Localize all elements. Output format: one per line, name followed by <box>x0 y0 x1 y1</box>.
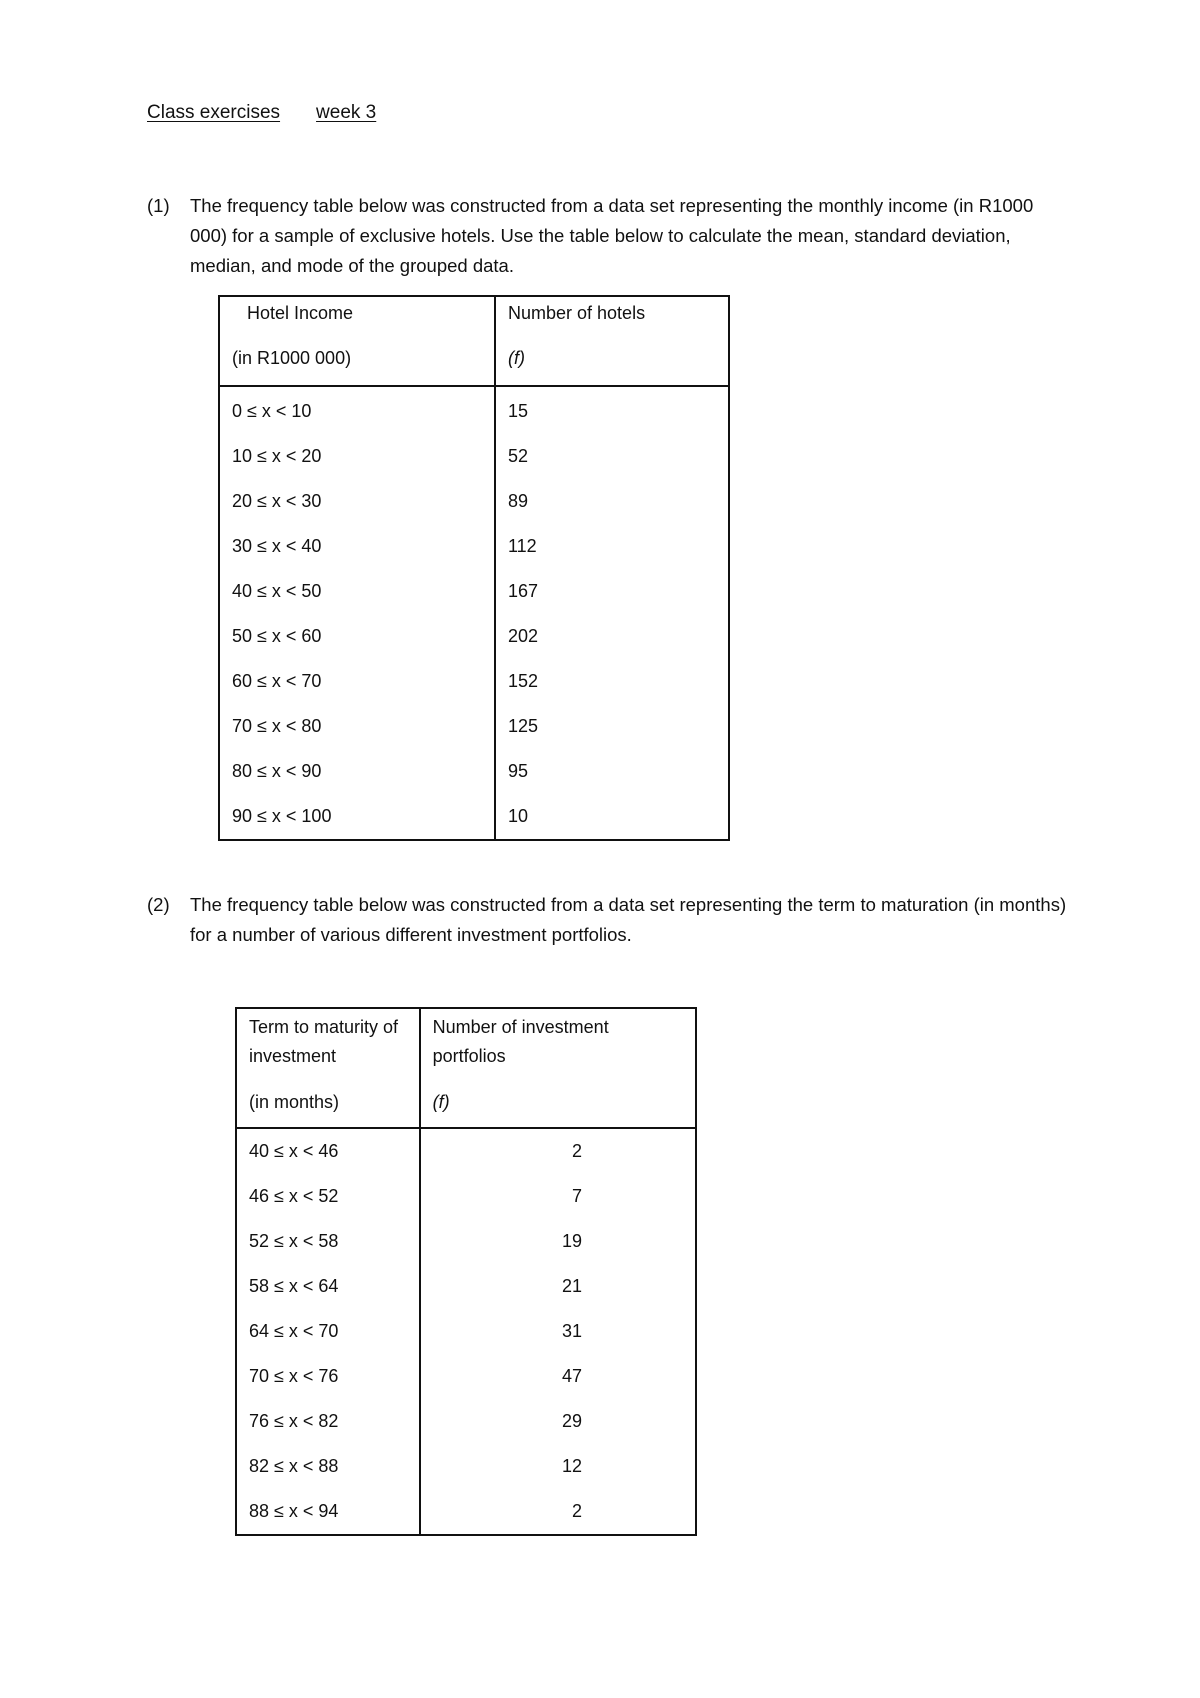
table-row <box>236 1174 696 1219</box>
table-row <box>219 794 729 840</box>
table-row <box>219 659 729 704</box>
interval-cell: 10 ≤ x < 20 <box>219 434 495 479</box>
header-term-line2: investment <box>249 1046 337 1066</box>
table-row <box>219 569 729 614</box>
heading-title: Class exercises <box>147 102 281 123</box>
frequency-cell: 47 <box>420 1354 696 1399</box>
table-row <box>236 1128 696 1174</box>
table-row <box>219 479 729 524</box>
question-2-text: The frequency table below was constructed from a data set representing the term to maturation (in months) for a number of various different investment portfolios. <box>190 894 1067 945</box>
header-income-label: Hotel Income <box>247 303 354 323</box>
header-hotels-symbol: (f) <box>508 348 525 368</box>
header-term-line1: Term to maturity of <box>249 1017 399 1037</box>
interval-cell: 80 ≤ x < 90 <box>219 749 495 794</box>
header-term-unit: (in months) <box>249 1092 340 1112</box>
interval-cell: 20 ≤ x < 30 <box>219 479 495 524</box>
interval-cell: 88 ≤ x < 94 <box>236 1489 420 1535</box>
table-row <box>236 1219 696 1264</box>
header-cell-portfolios <box>420 1008 696 1128</box>
frequency-cell: 52 <box>495 434 729 479</box>
header-cell-hotels <box>495 296 729 386</box>
table-row <box>236 1354 696 1399</box>
header-cell-term <box>236 1008 420 1128</box>
interval-cell: 46 ≤ x < 52 <box>236 1174 420 1219</box>
table-row <box>219 749 729 794</box>
page-heading <box>147 102 376 124</box>
question-1-number: (1) <box>147 195 170 216</box>
header-cell-income <box>219 296 495 386</box>
table-row <box>219 386 729 434</box>
interval-cell: 58 ≤ x < 64 <box>236 1264 420 1309</box>
table-row <box>219 704 729 749</box>
header-portfolios-line1: Number of investment <box>432 1017 609 1037</box>
frequency-cell: 12 <box>420 1444 696 1489</box>
investment-term-table <box>235 1007 697 1536</box>
interval-cell: 64 ≤ x < 70 <box>236 1309 420 1354</box>
heading-week: week 3 <box>316 102 377 123</box>
table-row <box>236 1489 696 1535</box>
frequency-cell: 89 <box>495 479 729 524</box>
question-1-text: The frequency table below was constructed from a data set representing the monthly income (in R1000 000) for a sample of exclusive hotels. Use the table below to calculate the mean, standard deviation, median, and mode of the grouped data. <box>190 195 1034 276</box>
question-2-number: (2) <box>147 894 170 915</box>
interval-cell: 40 ≤ x < 50 <box>219 569 495 614</box>
frequency-cell: 7 <box>420 1174 696 1219</box>
interval-cell: 70 ≤ x < 80 <box>219 704 495 749</box>
frequency-cell: 2 <box>420 1489 696 1535</box>
interval-cell: 30 ≤ x < 40 <box>219 524 495 569</box>
frequency-cell: 15 <box>495 386 729 434</box>
header-portfolios-symbol: (f) <box>432 1092 450 1112</box>
table-row <box>236 1399 696 1444</box>
table-header-row <box>219 296 729 386</box>
table-header-row <box>236 1008 696 1128</box>
hotel-income-table <box>218 295 730 841</box>
interval-cell: 76 ≤ x < 82 <box>236 1399 420 1444</box>
frequency-cell: 202 <box>495 614 729 659</box>
frequency-cell: 125 <box>495 704 729 749</box>
frequency-cell: 152 <box>495 659 729 704</box>
interval-cell: 70 ≤ x < 76 <box>236 1354 420 1399</box>
frequency-cell: 10 <box>495 794 729 840</box>
table-row <box>236 1309 696 1354</box>
frequency-cell: 2 <box>420 1128 696 1174</box>
interval-cell: 82 ≤ x < 88 <box>236 1444 420 1489</box>
frequency-cell: 112 <box>495 524 729 569</box>
interval-cell: 50 ≤ x < 60 <box>219 614 495 659</box>
interval-cell: 60 ≤ x < 70 <box>219 659 495 704</box>
header-portfolios-line2: portfolios <box>432 1046 506 1066</box>
table-row <box>236 1264 696 1309</box>
frequency-cell: 167 <box>495 569 729 614</box>
frequency-cell: 31 <box>420 1309 696 1354</box>
table-row <box>219 614 729 659</box>
table-row <box>219 524 729 569</box>
frequency-cell: 95 <box>495 749 729 794</box>
interval-cell: 90 ≤ x < 100 <box>219 794 495 840</box>
interval-cell: 0 ≤ x < 10 <box>219 386 495 434</box>
frequency-cell: 19 <box>420 1219 696 1264</box>
frequency-cell: 29 <box>420 1399 696 1444</box>
interval-cell: 40 ≤ x < 46 <box>236 1128 420 1174</box>
frequency-cell: 21 <box>420 1264 696 1309</box>
header-hotels-label: Number of hotels <box>508 303 646 323</box>
header-income-unit: (in R1000 000) <box>232 348 352 368</box>
table-row <box>219 434 729 479</box>
interval-cell: 52 ≤ x < 58 <box>236 1219 420 1264</box>
table-row <box>236 1444 696 1489</box>
